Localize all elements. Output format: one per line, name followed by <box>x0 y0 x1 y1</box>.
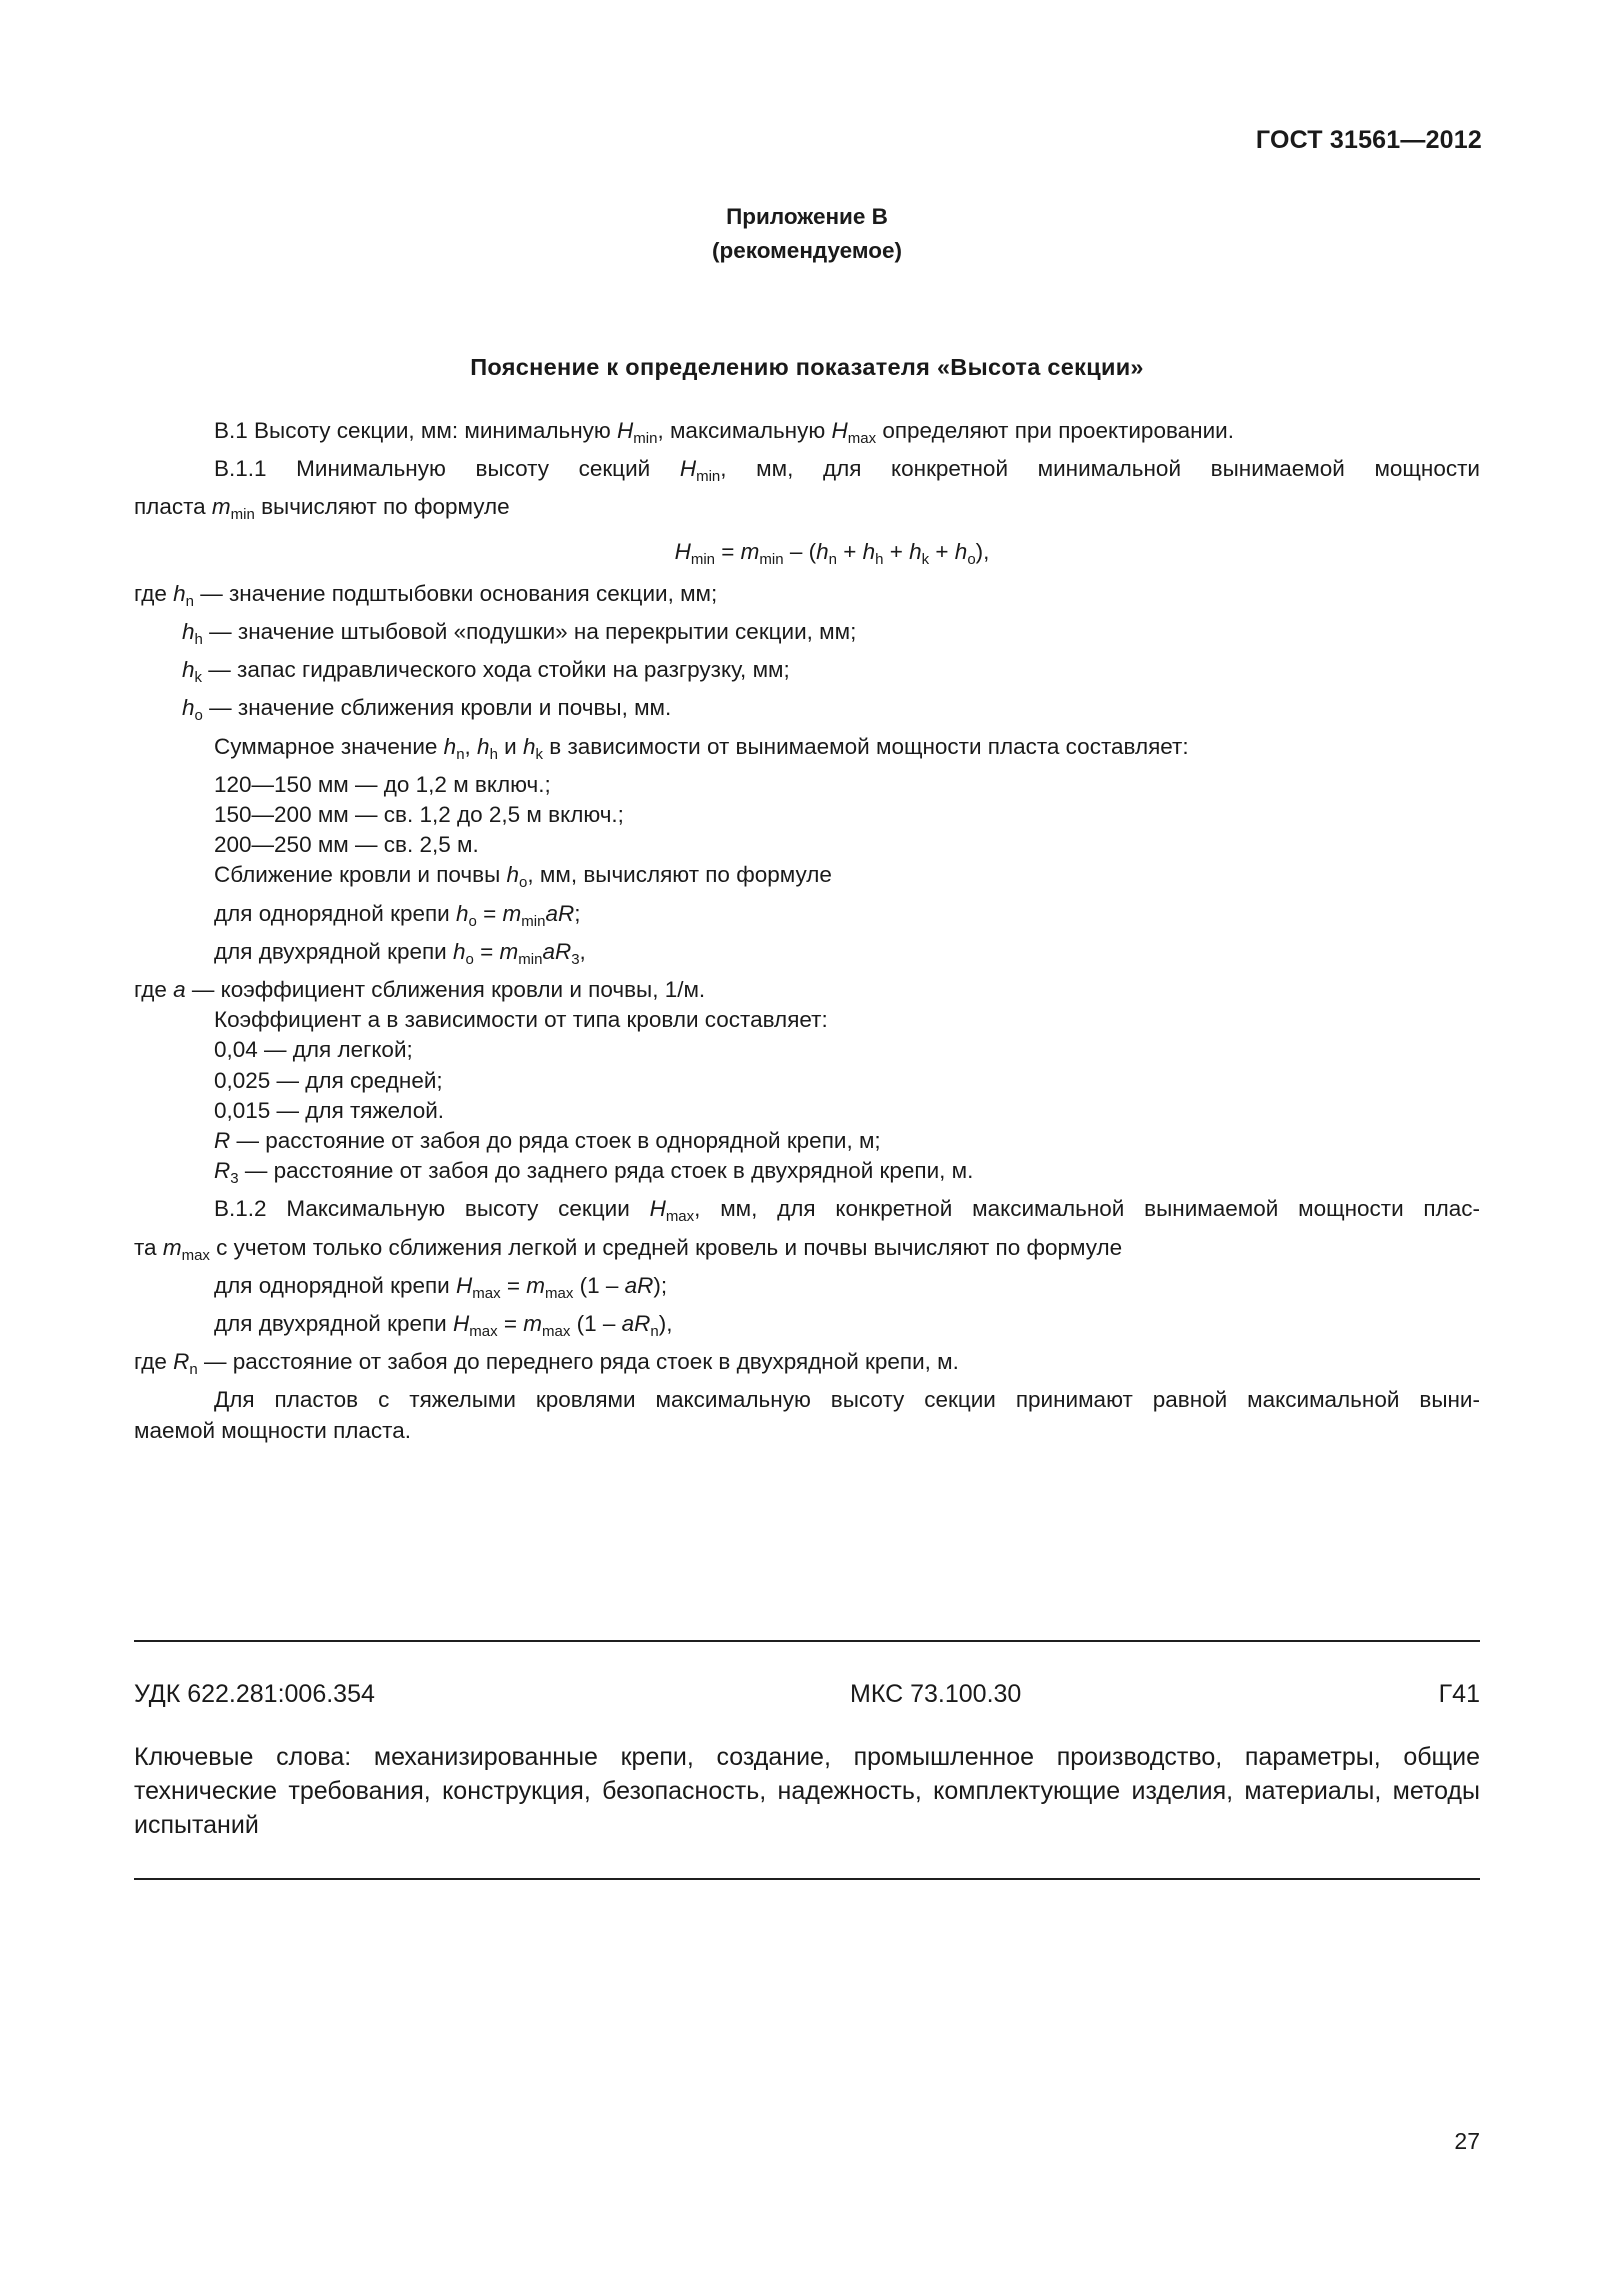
def-R3: $R_3$ — расстояние от забоя до заднего ряда стоек в двухрядной крепи, м. <box>214 1158 974 1188</box>
coef-item: 0,025 — для средней; <box>214 1067 443 1093</box>
def-a: где a — коэффициент сближения кровли и почвы, 1/м. <box>134 977 706 1003</box>
coef-intro: Коэффициент а в зависимости от типа кровли составляет: <box>214 1007 828 1033</box>
range-item: 120—150 мм — до 1,2 м включ.; <box>214 771 551 797</box>
paragraph-b12: В.1.2 Максимальную высоту секции $H_{max}$, мм, для конкретной максимальной вынимаемой мощности плас- <box>214 1196 1481 1226</box>
def-Rn: где $R_n$ — расстояние от забоя до переднего ряда стоек в двухрядной крепи, м. <box>134 1349 959 1379</box>
paragraph-heavy: Для пластов с тяжелыми кровлями максимальную высоту секции принимают равной максимальной выни- <box>214 1387 1480 1413</box>
coef-item: 0,04 — для легкой; <box>214 1037 413 1063</box>
formula-single-row: для однорядной крепи $h_o = m_{min}aR$; <box>214 900 581 930</box>
range-item: 200—250 мм — св. 2,5 м. <box>214 832 479 858</box>
mks-code: МКС 73.100.30 <box>850 1680 1022 1708</box>
formula-double-row: для двухрядной крепи $h_o = m_{min}aR_3$, <box>214 938 586 968</box>
page-number: 27 <box>1454 2128 1480 2154</box>
range-item: 150—200 мм — св. 1,2 до 2,5 м включ.; <box>214 802 624 828</box>
def-hk: $h_k$ — запас гидравлического хода стойки на разгрузку, мм; <box>182 657 790 687</box>
paragraph-b12-cont: та $m_{max}$ с учетом только сближения легкой и средней кровель и почвы вычисляют по формуле <box>134 1234 1123 1264</box>
def-ho: $h_o$ — значение сближения кровли и почвы, мм. <box>182 695 672 725</box>
paragraph-b11-cont: пласта $m_{min}$ вычисляют по формуле <box>134 494 510 524</box>
formula-hmin: $H_{min} = m_{min} - (h_n + h_h + h_k + h_o)$, <box>674 538 990 568</box>
paragraph-b1: В.1 Высоту секции, мм: минимальную $H_{min}$, максимальную $H_{max}$ определяют при проектировании. <box>214 418 1234 447</box>
footer-top-rule <box>134 1640 1480 1642</box>
okstu-code: Г41 <box>1438 1680 1480 1708</box>
def-hn: где $h_n$ — значение подштыбовки основания секции, мм; <box>134 580 718 610</box>
appendix-title: Приложение В <box>726 204 888 229</box>
sum-intro: Суммарное значение $h_n$, $h_h$ и $h_k$ в зависимости от вынимаемой мощности пласта составляет: <box>214 733 1189 763</box>
formula-hmax-double: для двухрядной крепи $H_{max} = m_{max}$ $(1 - aR_n)$, <box>214 1311 673 1341</box>
appendix-status: (рекомендуемое) <box>712 238 902 263</box>
def-hh: $h_h$ — значение штыбовой «подушки» на перекрытии секции, мм; <box>182 619 857 649</box>
document-body <box>134 416 1480 1446</box>
coef-item: 0,015 — для тяжелой. <box>214 1097 445 1123</box>
paragraph-heavy-cont: маемой мощности пласта. <box>134 1417 411 1443</box>
keywords: Ключевые слова: механизированные крепи, создание, промышленное производство, параметры, общие технические требования, конструкция, безопасность, надежность, комплектующие изделия, материалы, методы испытаний <box>134 1743 1480 1839</box>
footer-bottom-rule <box>134 1878 1480 1880</box>
formula-hmax-single: для однорядной крепи $H_{max} = m_{max}$ (1 – aR); <box>214 1272 668 1302</box>
def-R: R — расстояние от забоя до ряда стоек в однорядной крепи, м; <box>214 1128 881 1154</box>
paragraph-b11: В.1.1 Минимальную высоту секций $H_{min}$, мм, для конкретной минимальной вынимаемой мощности <box>214 456 1480 486</box>
standard-number: ГОСТ 31561—2012 <box>1255 126 1482 154</box>
section-title: Пояснение к определению показателя «Высота секции» <box>470 354 1144 380</box>
udk-code: УДК 622.281:006.354 <box>134 1680 375 1708</box>
appendix-header <box>0 200 1614 268</box>
convergence-intro: Сближение кровли и почвы $h_o$, мм, вычисляют по формуле <box>214 862 832 892</box>
